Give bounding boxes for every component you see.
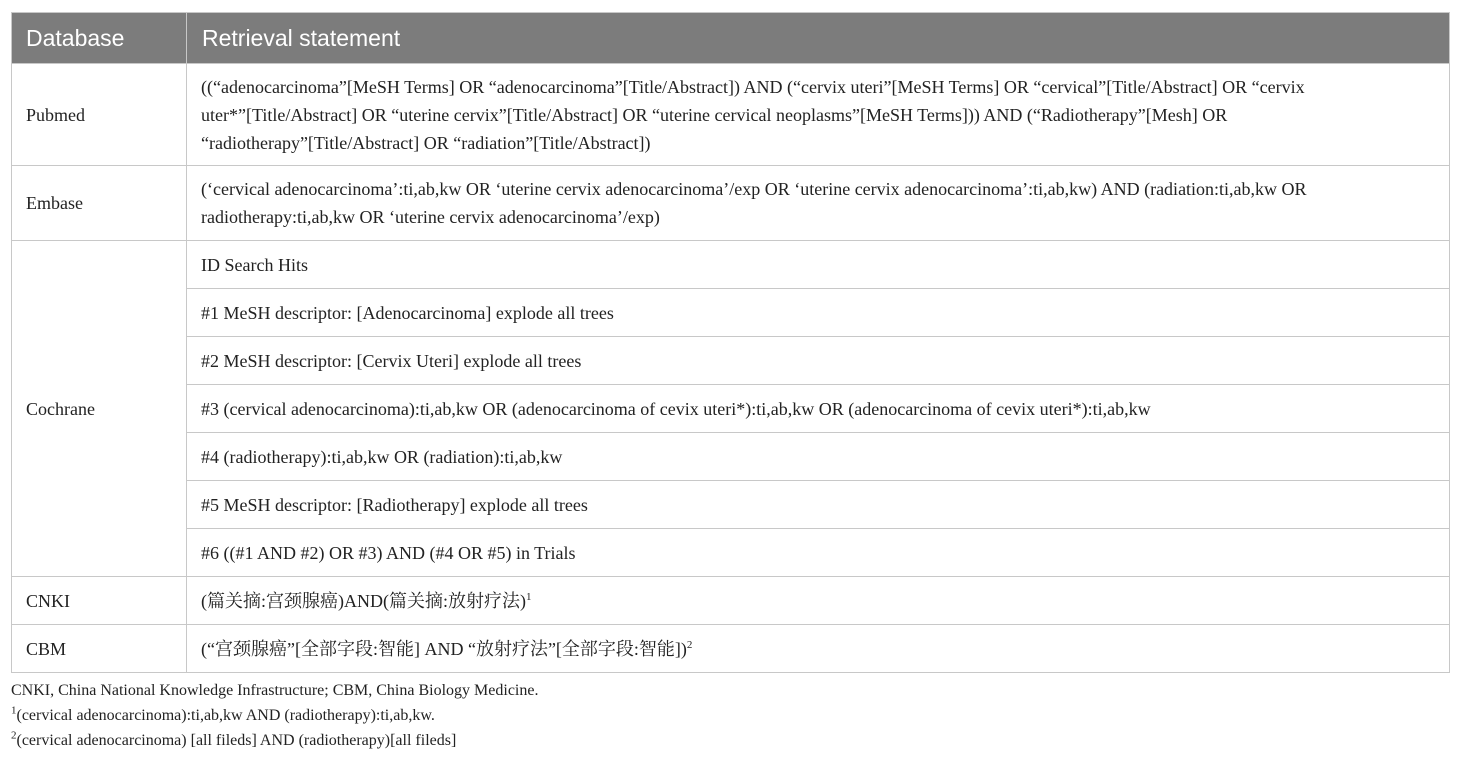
table-row-cochrane [12,289,1450,337]
footnote-mark: 1 [11,704,17,717]
database-cell: Embase [12,166,187,241]
cochrane-line: #4 (radiotherapy):ti,ab,kw OR (radiation):ti,ab,kw [187,433,1450,481]
cochrane-line: #3 (cervical adenocarcinoma):ti,ab,kw OR (adenocarcinoma of cevix uteri*):ti,ab,kw OR (adenocarcinoma of cevix uteri*):ti,ab,kw [187,385,1450,433]
table-row-embase [12,166,1450,241]
header-database: Database [12,13,187,64]
table-row-pubmed [12,64,1450,166]
table-row-cbm [12,625,1450,673]
statement-cell: (‘cervical adenocarcinoma’:ti,ab,kw OR ‘uterine cervix adenocarcinoma’/exp OR ‘uterine cervix adenocarcinoma’:ti,ab,kw) AND (radiation:ti,ab,kw OR radiotherapy:ti,ab,kw OR ‘uterine cervix adenocarcinoma’/exp) [187,166,1450,241]
table-header-row [12,13,1450,64]
database-cell: Pubmed [12,64,187,166]
table-row-cochrane [12,433,1450,481]
header-retrieval-statement: Retrieval statement [187,13,1450,64]
statement-cell [187,577,1450,625]
footnote-1 [11,703,538,728]
table-row-cochrane [12,481,1450,529]
table-row-cochrane [12,337,1450,385]
table-row-cochrane [12,241,1450,289]
statement-text: (篇关摘:宫颈腺癌)AND(篇关摘:放射疗法) [201,590,526,611]
statement-text: (“宫颈腺癌”[全部字段:智能] AND “放射疗法”[全部字段:智能]) [201,638,687,659]
database-cell: CNKI [12,577,187,625]
footnote-text: (cervical adenocarcinoma):ti,ab,kw AND (radiotherapy):ti,ab,kw. [16,707,435,724]
database-cell: Cochrane [12,241,187,577]
footnote-2 [11,728,538,753]
cochrane-line: ID Search Hits [187,241,1450,289]
database-cell: CBM [12,625,187,673]
footnote-mark: 2 [686,638,693,651]
footnote-mark: 1 [525,590,532,603]
statement-cell: ((“adenocarcinoma”[MeSH Terms] OR “adenocarcinoma”[Title/Abstract]) AND (“cervix uteri”[MeSH Terms] OR “cervical”[Title/Abstract] OR “cervix uter*”[Title/Abstract] OR “uterine cervix”[Title/Abstract] OR “uterine cervical neoplasms”[MeSH Terms])) AND (“Radiotherapy”[Mesh] OR “radiotherapy”[Title/Abstract] OR “radiation”[Title/Abstract]) [187,64,1450,166]
footnote-text: (cervical adenocarcinoma) [all fileds] AND (radiotherapy)[all fileds] [16,732,457,749]
table-row-cnki [12,577,1450,625]
abbreviation-note: CNKI, China National Knowledge Infrastructure; CBM, China Biology Medicine. [11,682,539,699]
table-footnotes [11,678,538,753]
table-row-cochrane [12,529,1450,577]
search-strategy-table [11,12,1450,673]
cochrane-line: #1 MeSH descriptor: [Adenocarcinoma] explode all trees [187,289,1450,337]
footnote-mark: 2 [11,729,17,742]
cochrane-line: #6 ((#1 AND #2) OR #3) AND (#4 OR #5) in Trials [187,529,1450,577]
statement-cell [187,625,1450,673]
cochrane-line: #5 MeSH descriptor: [Radiotherapy] explode all trees [187,481,1450,529]
search-strategy-table-container [11,12,1449,673]
table-row-cochrane [12,385,1450,433]
cochrane-line: #2 MeSH descriptor: [Cervix Uteri] explode all trees [187,337,1450,385]
